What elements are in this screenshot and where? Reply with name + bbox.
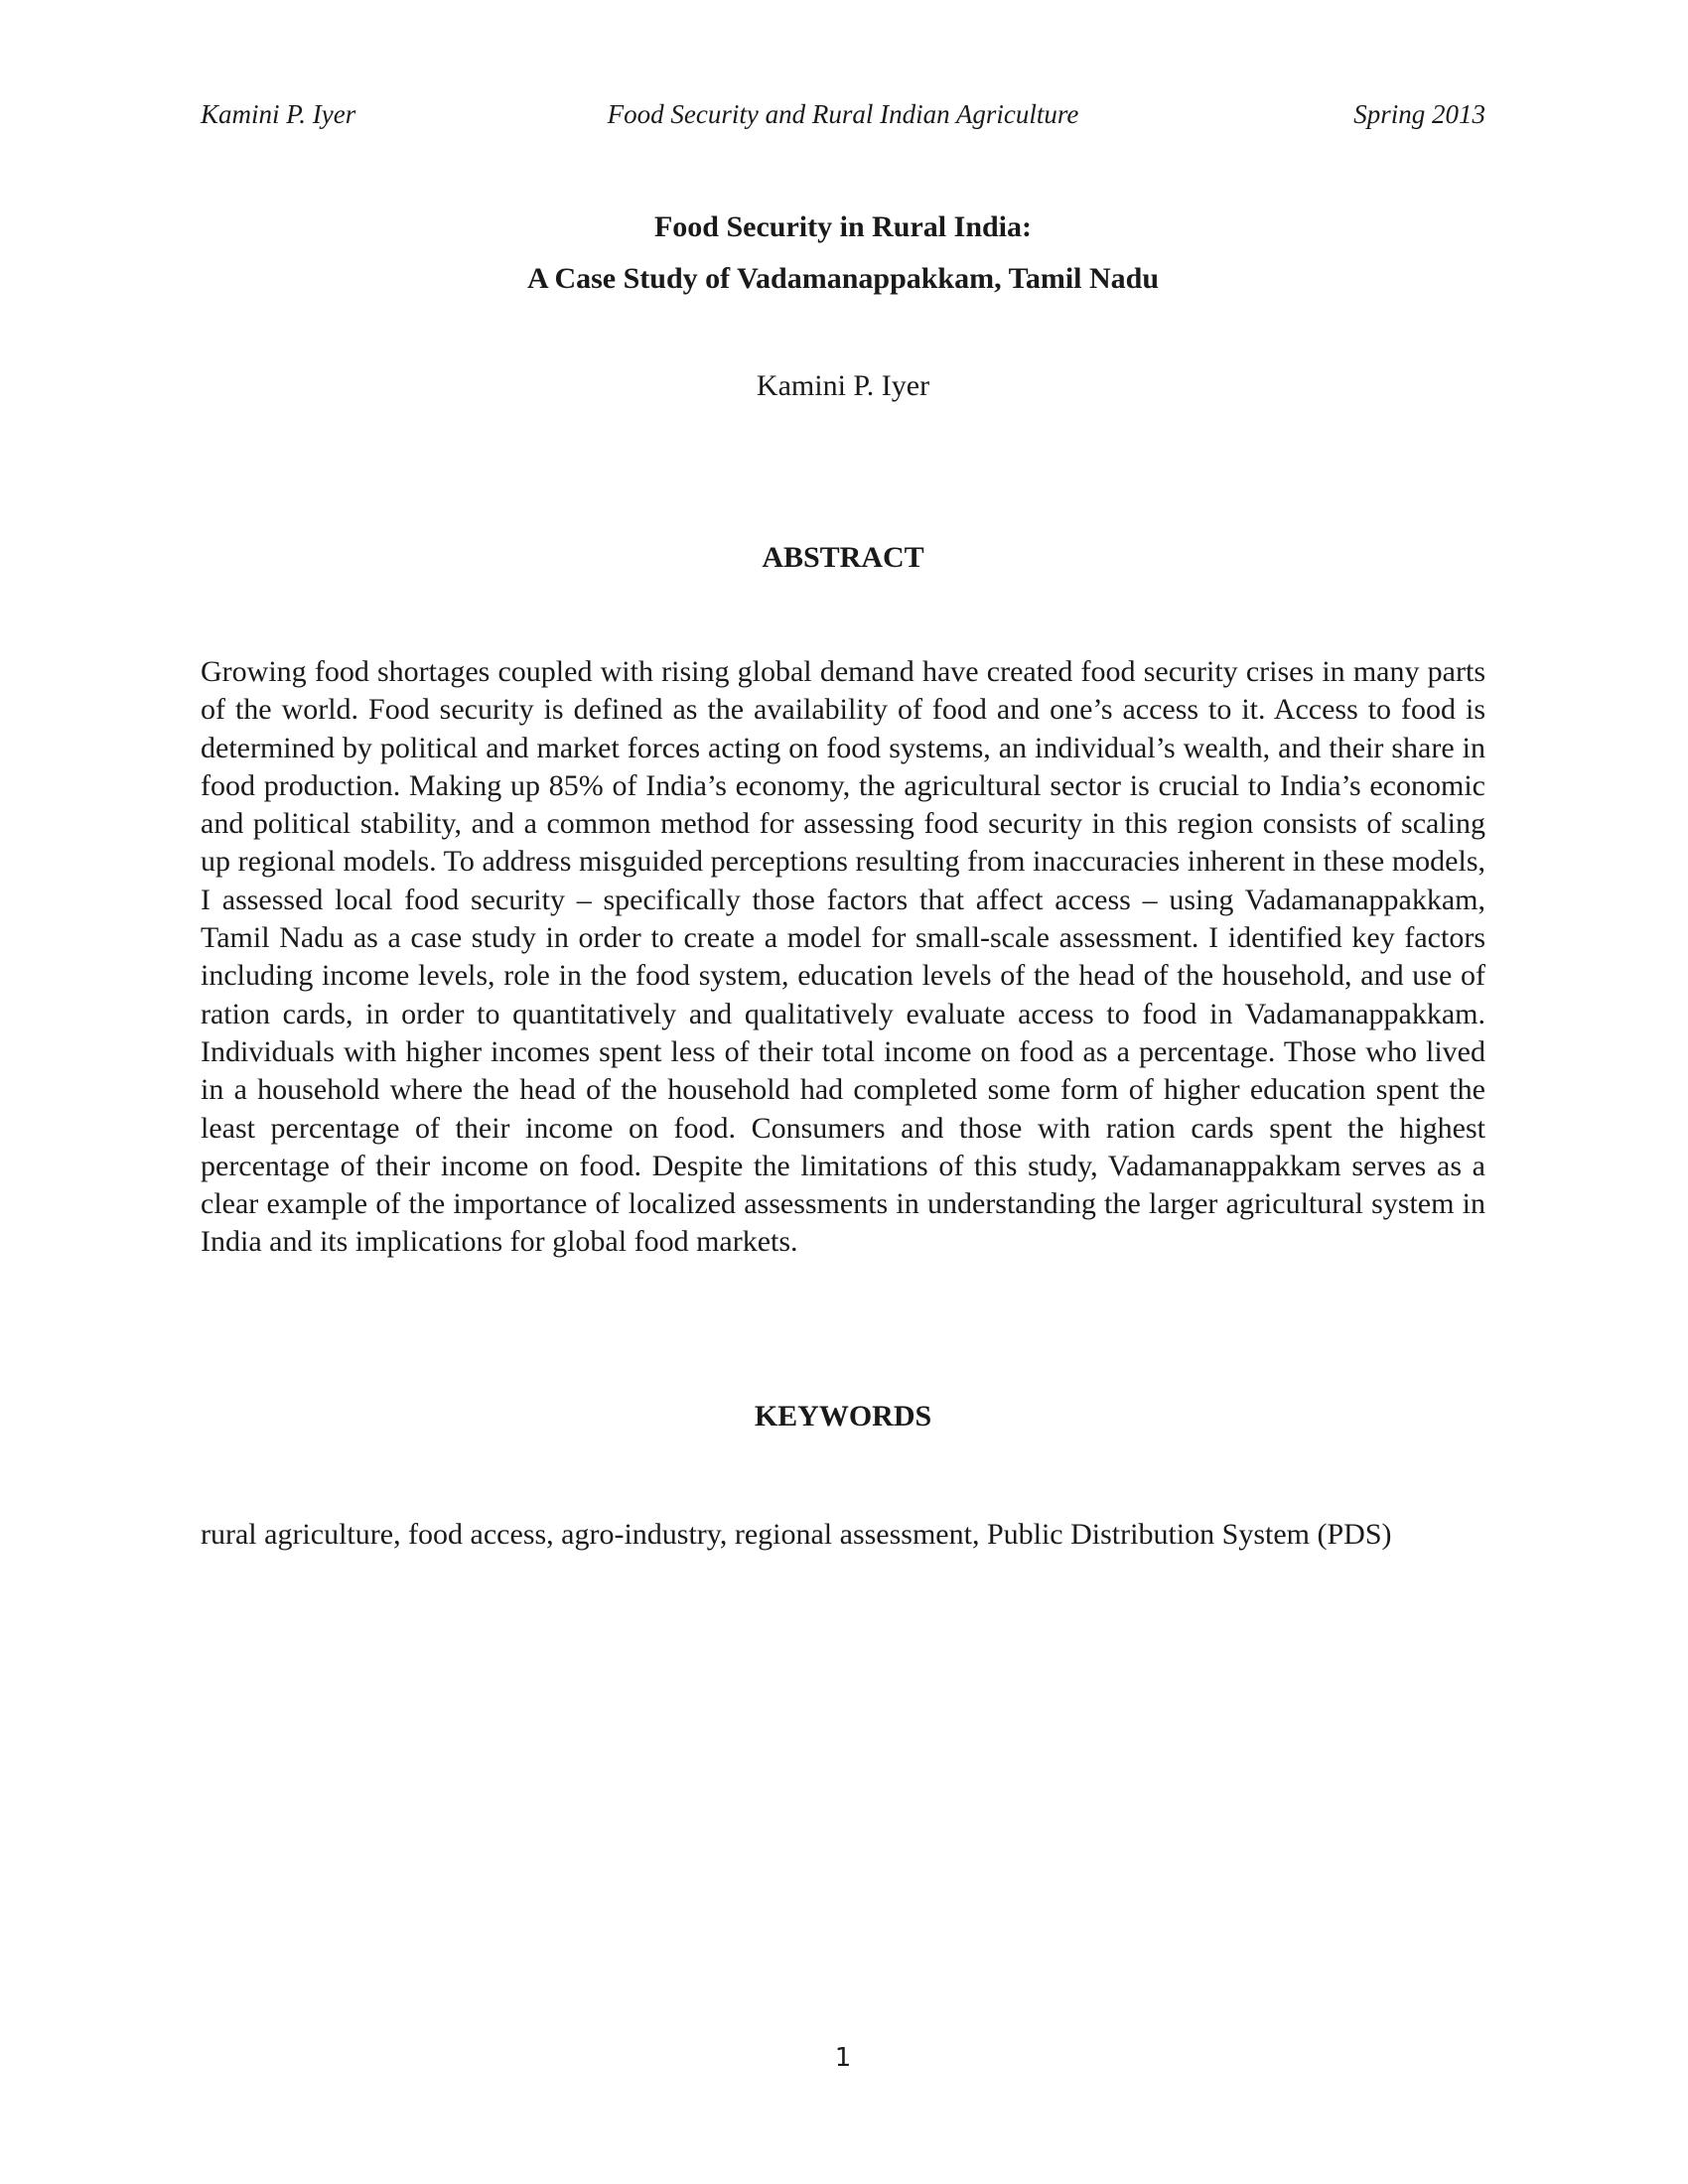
page-number: 1: [834, 2043, 852, 2073]
abstract-heading: ABSTRACT: [762, 541, 924, 574]
abstract-body: Growing food shortages coupled with rising global demand have created food security crises in many parts of the world. Food security is defined as the availability of food and one’s access to it. Access to food is determined by political and market forces acting on food systems, an individual’s wealth, and their share in food production. Making up 85% of India’s economy, the agricultural sector is crucial to India’s economic and political stability, and a common method for assessing food security in this region consists of scaling up regional models. To address misguided perceptions resulting from inaccuracies inherent in these models, I assessed local food security – specifically those factors that affect access – using Vadamanappakkam, Tamil Nadu as a case study in order to create a model for small-scale assessment. I identified key factors including income levels, role in the food system, education levels of the head of the household, and use of ration cards, in order to quantitatively and qualitatively evaluate access to food in Vadamanappakkam. Individuals with higher incomes spent less of their total income on food as a percentage. Those who lived in a household where the head of the household had completed some form of higher education spent the least percentage of their income on food. Consumers and those with ration cards spent the highest percentage of their income on food. Despite the limitations of this study, Vadamanappakkam serves as a clear example of the importance of localized assessments in understanding the larger agricultural system in India and its implications for global food markets.: [201, 655, 1485, 1259]
header-term: Spring 2013: [1353, 99, 1485, 129]
paper-title-line-2: A Case Study of Vadamanappakkam, Tamil Nadu: [526, 262, 1160, 295]
paper-title-line-1: Food Security in Rural India:: [653, 210, 1033, 243]
keywords-heading: KEYWORDS: [754, 1400, 932, 1433]
running-header: [201, 99, 1485, 135]
author-name: Kamini P. Iyer: [756, 369, 930, 402]
paper-title: [201, 202, 1485, 305]
keywords-body: rural agriculture, food access, agro-industry, regional assessment, Public Distribution System (PDS): [201, 1518, 1392, 1551]
header-author: Kamini P. Iyer: [201, 99, 356, 129]
header-course-title: Food Security and Rural Indian Agriculture: [607, 99, 1079, 129]
